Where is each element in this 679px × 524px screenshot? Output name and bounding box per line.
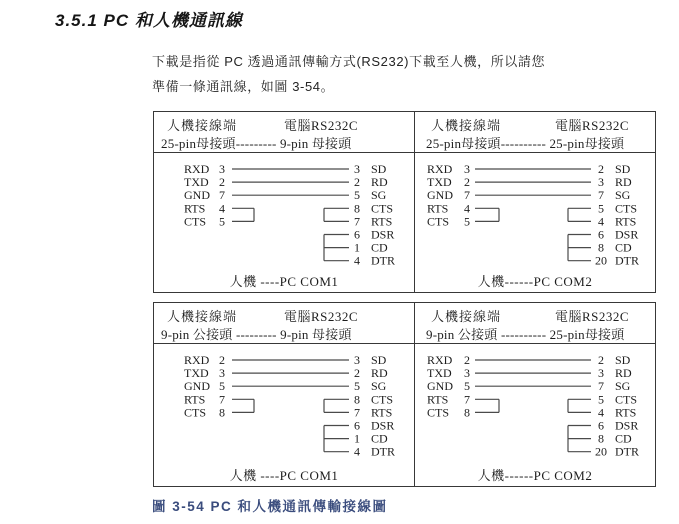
paragraph-line-1: 下載是指從 PC 透過通訊傳輸方式(RS232)下載至人機，所以請您 bbox=[152, 54, 546, 69]
pin-number: 7 bbox=[598, 379, 604, 394]
pin-number: 5 bbox=[219, 379, 225, 394]
signal-name: RXD bbox=[184, 162, 210, 176]
signal-name: DSR bbox=[615, 418, 639, 433]
signal-name: RD bbox=[371, 175, 388, 190]
signal-name: SG bbox=[371, 379, 387, 394]
signal-name: CTS bbox=[184, 214, 207, 229]
signal-name: TXD bbox=[427, 366, 452, 381]
wiring-panel-com1 bbox=[154, 303, 414, 486]
pin-number: 2 bbox=[464, 175, 470, 190]
pin-number: 2 bbox=[354, 175, 360, 190]
signal-name: RTS bbox=[615, 405, 637, 420]
signal-name: CD bbox=[615, 431, 632, 446]
pin-number: 3 bbox=[354, 353, 360, 367]
pin-number: 6 bbox=[354, 227, 360, 242]
pin-number: 7 bbox=[354, 214, 360, 229]
signal-name: RTS bbox=[427, 392, 449, 407]
signal-name: RTS bbox=[427, 201, 449, 216]
pin-number: 3 bbox=[598, 366, 604, 381]
pin-number: 8 bbox=[598, 240, 604, 255]
signal-name: RTS bbox=[615, 214, 637, 229]
signal-name: DSR bbox=[615, 227, 639, 242]
hmi-terminal-label: 人機接線端 bbox=[431, 309, 502, 324]
signal-name: GND bbox=[427, 188, 453, 203]
pin-number: 4 bbox=[598, 214, 604, 229]
pin-number: 2 bbox=[464, 353, 470, 367]
signal-name: CTS bbox=[615, 392, 638, 407]
signal-name: SD bbox=[615, 353, 631, 367]
pin-number: 5 bbox=[464, 214, 470, 229]
pin-number: 7 bbox=[464, 392, 470, 407]
pin-number: 2 bbox=[598, 162, 604, 176]
signal-name: SD bbox=[615, 162, 631, 176]
signal-name: DSR bbox=[371, 227, 395, 242]
pin-number: 4 bbox=[354, 444, 360, 459]
diagram-area bbox=[154, 344, 414, 486]
signal-name: RTS bbox=[184, 392, 206, 407]
signal-name: RTS bbox=[371, 405, 393, 420]
signal-name: DTR bbox=[615, 253, 639, 268]
pin-number: 8 bbox=[598, 431, 604, 446]
signal-name: GND bbox=[427, 379, 453, 394]
signal-name: DSR bbox=[371, 418, 395, 433]
pc-rs232c-label: 電腦RS232C bbox=[555, 118, 630, 133]
signal-name: GND bbox=[184, 379, 210, 394]
panel-header bbox=[415, 303, 655, 344]
wiring-diagram bbox=[154, 158, 412, 275]
pc-rs232c-label: 電腦RS232C bbox=[555, 309, 630, 324]
connector-type-label: 25-pin母接頭--------- 9-pin 母接頭 bbox=[161, 136, 352, 151]
signal-name: RD bbox=[615, 366, 632, 381]
pin-number: 4 bbox=[598, 405, 604, 420]
pin-number: 3 bbox=[598, 175, 604, 190]
diagram-area bbox=[415, 153, 655, 292]
pin-number: 5 bbox=[598, 392, 604, 407]
pin-number: 7 bbox=[464, 188, 470, 203]
pin-number: 4 bbox=[219, 201, 225, 216]
pin-number: 6 bbox=[598, 418, 604, 433]
signal-name: CTS bbox=[427, 214, 450, 229]
wiring-panel-com1 bbox=[154, 112, 414, 292]
pin-number: 8 bbox=[464, 405, 470, 420]
pin-number: 4 bbox=[354, 253, 360, 268]
pin-number: 3 bbox=[464, 162, 470, 176]
pin-number: 1 bbox=[354, 431, 360, 446]
signal-name: CTS bbox=[371, 201, 394, 216]
wiring-box-1 bbox=[153, 111, 656, 293]
signal-name: CTS bbox=[615, 201, 638, 216]
pin-number: 8 bbox=[354, 392, 360, 407]
connector-type-label: 9-pin 公接頭 --------- 9-pin 母接頭 bbox=[161, 327, 352, 342]
signal-name: RXD bbox=[427, 162, 453, 176]
pin-number: 3 bbox=[219, 366, 225, 381]
pin-number: 5 bbox=[219, 214, 225, 229]
signal-name: SG bbox=[615, 188, 631, 203]
pin-number: 20 bbox=[595, 444, 607, 459]
panel-header bbox=[154, 112, 414, 153]
signal-name: SG bbox=[615, 379, 631, 394]
pin-number: 3 bbox=[219, 162, 225, 176]
signal-name: SG bbox=[371, 188, 387, 203]
diagram-area bbox=[154, 153, 414, 292]
panel-header bbox=[415, 112, 655, 153]
signal-name: SD bbox=[371, 162, 387, 176]
pin-number: 2 bbox=[219, 353, 225, 367]
pin-number: 20 bbox=[595, 253, 607, 268]
signal-name: TXD bbox=[184, 366, 209, 381]
hmi-terminal-label: 人機接線端 bbox=[167, 309, 238, 324]
signal-name: CD bbox=[371, 240, 388, 255]
pin-number: 8 bbox=[354, 201, 360, 216]
signal-name: RXD bbox=[184, 353, 210, 367]
pin-number: 2 bbox=[219, 175, 225, 190]
paragraph-line-2: 準備一條通訊線，如圖 3-54。 bbox=[152, 79, 335, 94]
signal-name: RD bbox=[371, 366, 388, 381]
pin-number: 6 bbox=[354, 418, 360, 433]
signal-name: DTR bbox=[371, 253, 395, 268]
connection-footer-label: 人機------PC COM2 bbox=[477, 468, 593, 483]
wiring-diagram bbox=[415, 158, 655, 275]
signal-name: CD bbox=[615, 240, 632, 255]
pin-number: 5 bbox=[598, 201, 604, 216]
hmi-terminal-label: 人機接線端 bbox=[167, 118, 238, 133]
wiring-box-2 bbox=[153, 302, 656, 487]
pin-number: 5 bbox=[464, 379, 470, 394]
signal-name: RXD bbox=[427, 353, 453, 367]
intro-paragraph bbox=[152, 49, 545, 99]
pin-number: 2 bbox=[598, 353, 604, 367]
wiring-panel-com2 bbox=[414, 112, 655, 292]
pin-number: 7 bbox=[354, 405, 360, 420]
signal-name: DTR bbox=[371, 444, 395, 459]
signal-name: RD bbox=[615, 175, 632, 190]
pin-number: 3 bbox=[464, 366, 470, 381]
signal-name: SD bbox=[371, 353, 387, 367]
diagram-area bbox=[415, 344, 655, 486]
pin-number: 5 bbox=[354, 188, 360, 203]
pc-rs232c-label: 電腦RS232C bbox=[284, 309, 359, 324]
pc-rs232c-label: 電腦RS232C bbox=[284, 118, 359, 133]
signal-name: CTS bbox=[184, 405, 207, 420]
connection-footer-label: 人機 ----PC COM1 bbox=[229, 468, 339, 483]
pin-number: 7 bbox=[598, 188, 604, 203]
wiring-diagram bbox=[154, 349, 412, 466]
panel-header bbox=[154, 303, 414, 344]
connector-type-label: 25-pin母接頭---------- 25-pin母接頭 bbox=[426, 136, 625, 151]
hmi-terminal-label: 人機接線端 bbox=[431, 118, 502, 133]
wiring-diagram bbox=[415, 349, 655, 466]
pin-number: 3 bbox=[354, 162, 360, 176]
signal-name: CTS bbox=[427, 405, 450, 420]
wiring-panel-com2 bbox=[414, 303, 655, 486]
signal-name: TXD bbox=[184, 175, 209, 190]
signal-name: RTS bbox=[371, 214, 393, 229]
pin-number: 4 bbox=[464, 201, 470, 216]
pin-number: 7 bbox=[219, 392, 225, 407]
pin-number: 6 bbox=[598, 227, 604, 242]
pin-number: 5 bbox=[354, 379, 360, 394]
section-title: 3.5.1 PC 和人機通訊線 bbox=[55, 11, 243, 30]
pin-number: 7 bbox=[219, 188, 225, 203]
pin-number: 2 bbox=[354, 366, 360, 381]
pin-number: 1 bbox=[354, 240, 360, 255]
pin-number: 8 bbox=[219, 405, 225, 420]
connector-type-label: 9-pin 公接頭 ---------- 25-pin母接頭 bbox=[426, 327, 625, 342]
signal-name: TXD bbox=[427, 175, 452, 190]
signal-name: CD bbox=[371, 431, 388, 446]
figure-caption: 圖 3-54 PC 和人機通訊傳輸接線圖 bbox=[152, 499, 388, 514]
connection-footer-label: 人機------PC COM2 bbox=[477, 274, 593, 289]
signal-name: GND bbox=[184, 188, 210, 203]
connection-footer-label: 人機 ----PC COM1 bbox=[229, 274, 339, 289]
signal-name: CTS bbox=[371, 392, 394, 407]
signal-name: RTS bbox=[184, 201, 206, 216]
signal-name: DTR bbox=[615, 444, 639, 459]
